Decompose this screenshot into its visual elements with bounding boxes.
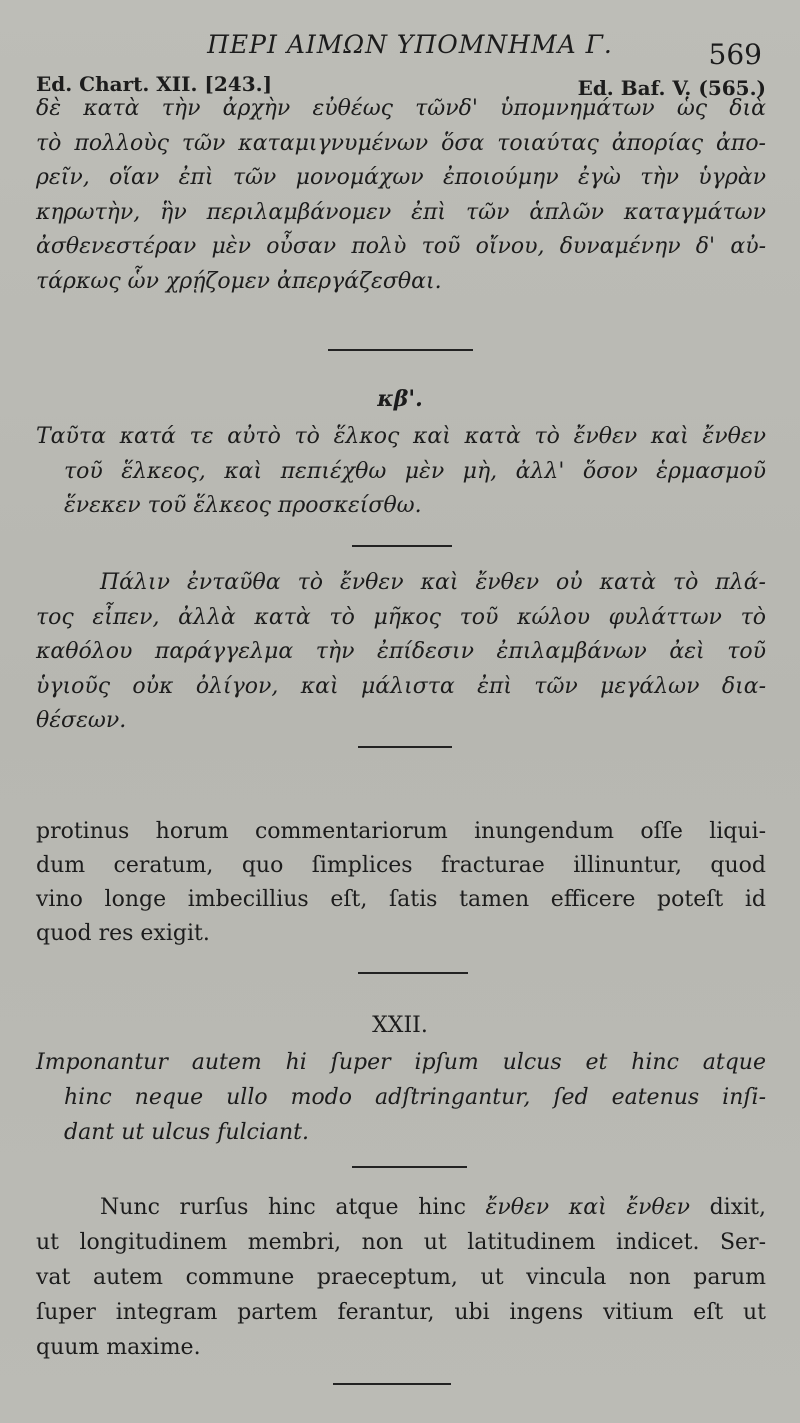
text-line: dum ceratum, quo ſimplices fracturae illinuntur, quod: [36, 853, 766, 878]
latin-commentary: [36, 1190, 766, 1365]
page-number: 569: [708, 38, 762, 71]
text-line: καθόλου παράγγελμα τὴν ἐπίδεσιν ἐπιλαμβάνων ἀεὶ τοῦ: [36, 639, 766, 665]
latin-continuation-text: [36, 815, 766, 951]
section-divider: [352, 1166, 467, 1168]
latin-lemma: [36, 1045, 766, 1150]
text-line: Imponantur autem hi ſuper ipſum ulcus et hinc atque: [36, 1050, 766, 1075]
text-line: ut longitudinem membri, non ut latitudinem indicet. Ser-: [36, 1230, 766, 1255]
text-line: ſuper integram partem ferantur, ubi ingens vitium eſt ut: [36, 1300, 766, 1325]
greek-section-number: κβ'.: [377, 386, 423, 412]
edition-reference-right: Ed. Baf. V. (565.): [577, 76, 766, 100]
text-line: ἕνεκεν τοῦ ἕλκεος προσκείσθω.: [64, 493, 422, 519]
latin-section-number: XXII.: [372, 1013, 428, 1038]
section-divider: [352, 545, 452, 547]
text-line: quum maxime.: [36, 1335, 201, 1360]
text-line: κηρωτὴν, ἣν περιλαμβάνομεν ἐπὶ τῶν ἁπλῶν καταγμάτων: [36, 199, 766, 225]
greek-lemma: [36, 420, 766, 524]
text-line: Ταῦτα κατά τε αὐτὸ τὸ ἕλκος καὶ κατὰ τὸ ἔνθεν καὶ ἔνθεν: [36, 424, 766, 449]
text-line: quod res exigit.: [36, 921, 210, 946]
greek-continuation-text: [36, 92, 766, 300]
edition-reference-left: Ed. Chart. XII. [243.]: [36, 72, 273, 96]
text-line: τος εἶπεν, ἀλλὰ κατὰ τὸ μῆκος τοῦ κώλου φυλάττων τὸ: [36, 604, 766, 630]
text-line: vat autem commune praeceptum, ut vincula non parum: [36, 1265, 766, 1290]
text-line: dant ut ulcus fulciant.: [64, 1120, 310, 1145]
text-line: θέσεων.: [36, 708, 127, 734]
text-line: ἀσθενεστέραν μὲν οὖσαν πολὺ τοῦ οἴνου, δυναμένην δ' αὐ-: [36, 234, 766, 260]
text-line: hinc neque ullo modo adſtringantur, ſed eatenus inſi-: [64, 1085, 766, 1110]
greek-commentary: [36, 566, 766, 739]
text-line: protinus horum commentariorum inungendum oſſe liqui-: [36, 819, 766, 844]
text-line: vino longe imbecillius eſt, ſatis tamen efficere poteſt id: [36, 887, 766, 912]
text-line: Nunc rurſus hinc atque hinc ἔνθεν καὶ ἔνθεν dixit,: [100, 1195, 766, 1220]
running-title: ΠΕΡΙ ΑΙΜΩΝ ΥΠΟΜΝΗΜΑ Γ.: [207, 30, 613, 59]
section-divider: [328, 349, 473, 351]
section-divider: [358, 746, 452, 748]
greek-phrase: ἔνθεν καὶ ἔνθεν: [485, 1195, 690, 1220]
text-line: ρεῖν, οἵαν ἐπὶ τῶν μονομάχων ἐποιούμην ἐγὼ τὴν ὑγρὰν: [36, 165, 766, 191]
text-line: τὸ πολλοὺς τῶν καταμιγνυμένων ὅσα τοιαύτας ἀπορίας ἀπο-: [36, 130, 766, 156]
section-divider: [358, 972, 468, 974]
text-line: τάρκως ὧν χρῄζομεν ἀπεργάζεσθαι.: [36, 268, 442, 294]
section-divider: [333, 1383, 451, 1385]
text-line: τοῦ ἕλκεος, καὶ πεπιέχθω μὲν μὴ, ἀλλ' ὅσον ἑρμασμοῦ: [64, 458, 766, 484]
text-line: δὲ κατὰ τὴν ἀρχὴν εὐθέως τῶνδ' ὑπομνημάτων ὡς διὰ: [36, 96, 766, 121]
text-line: Πάλιν ἐνταῦθα τὸ ἔνθεν καὶ ἔνθεν οὐ κατὰ τὸ πλά-: [100, 570, 766, 595]
text-line: ὑγιοῦς οὐκ ὀλίγον, καὶ μάλιστα ἐπὶ τῶν μεγάλων δια-: [36, 673, 766, 699]
